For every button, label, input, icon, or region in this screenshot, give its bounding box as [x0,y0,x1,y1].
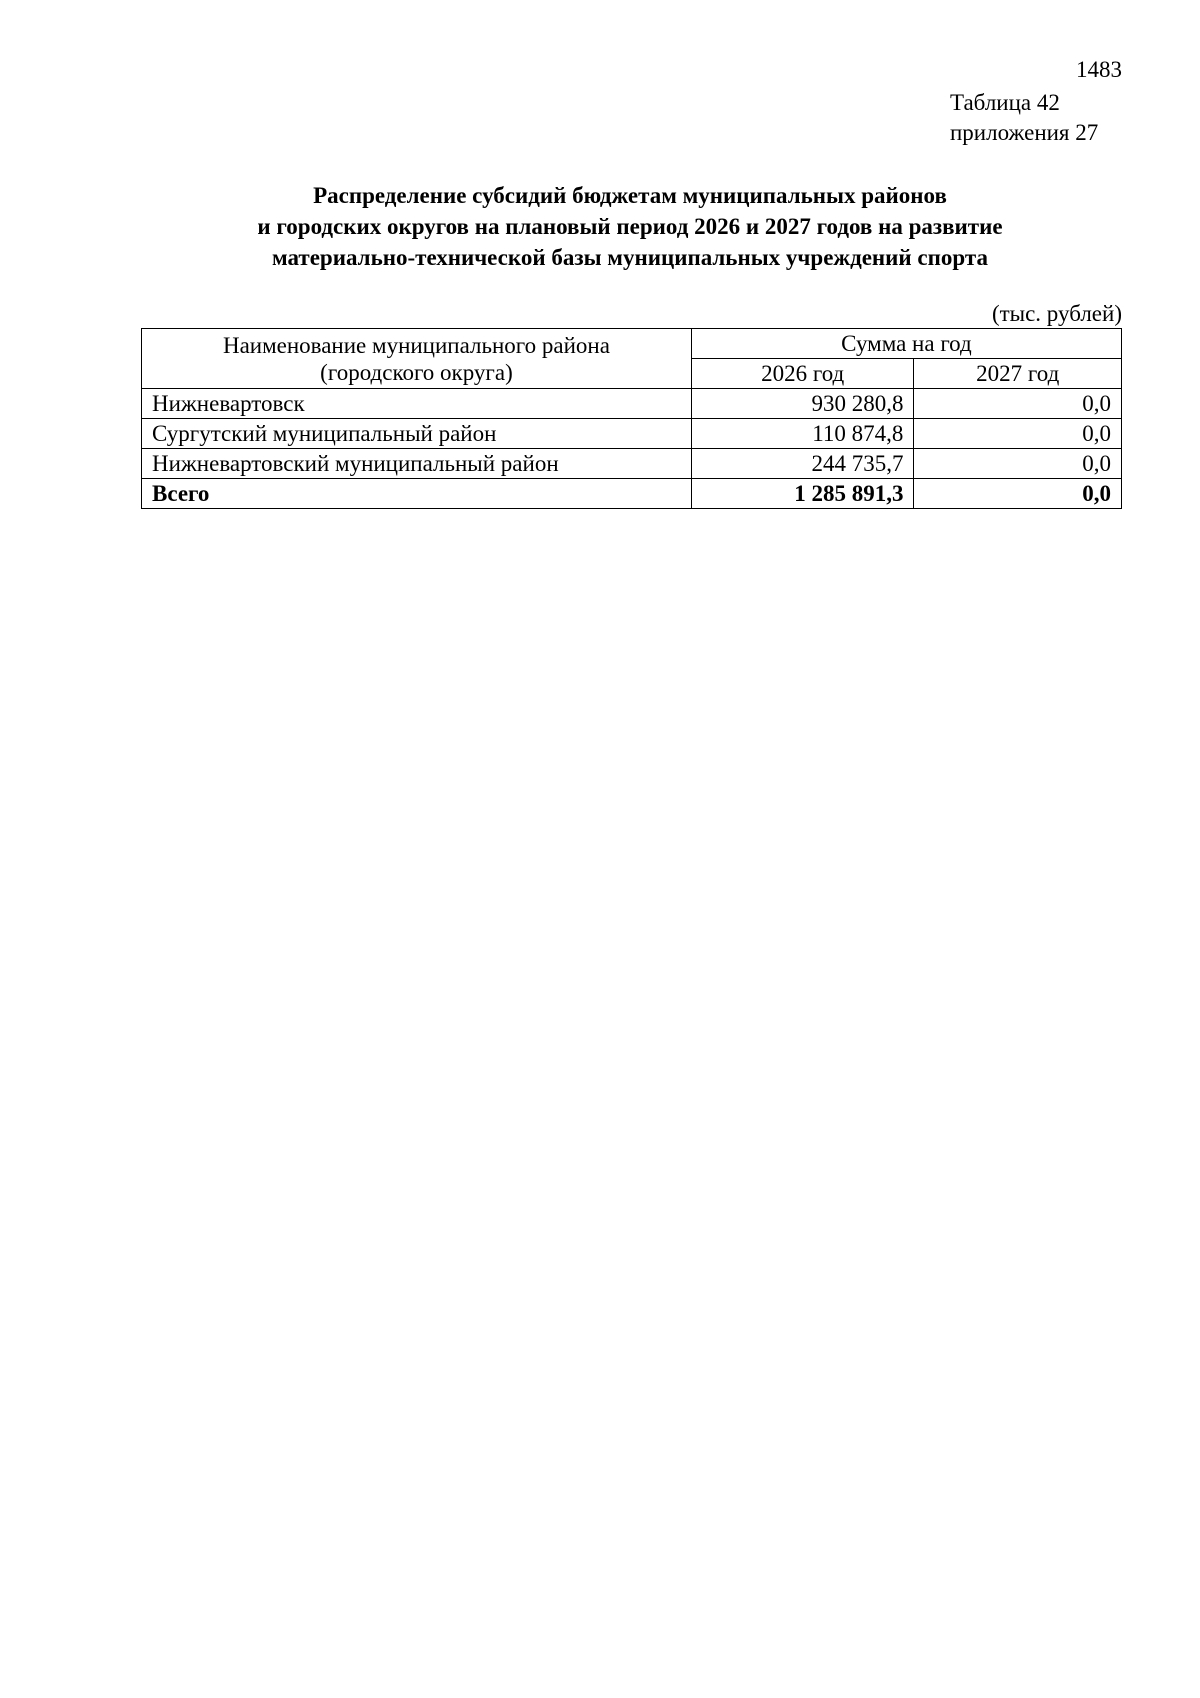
row-value-2027: 0,0 [914,419,1122,449]
appendix-reference: приложения 27 [950,120,1099,145]
table-reference [950,88,1098,148]
row-name: Нижневартовский муниципальный район [142,449,692,479]
table-row [142,419,1122,449]
total-label: Всего [142,479,692,509]
total-value-2027: 0,0 [914,479,1122,509]
total-value-2026: 1 285 891,3 [691,479,914,509]
table-row [142,389,1122,419]
header-year-2026: 2026 год [691,359,914,389]
page-number: 1483 [1076,57,1122,82]
header-year-2027: 2027 год [914,359,1122,389]
header-name-line-1: Наименование муниципального района [222,332,610,358]
title-line-3: материально-технической базы муниципальных учреждений спорта [272,245,988,270]
subsidies-table [141,328,1122,509]
units-label: (тыс. рублей) [991,301,1122,326]
row-name: Сургутский муниципальный район [142,419,692,449]
title-line-1: Распределение субсидий бюджетам муниципальных районов [313,183,947,208]
row-value-2026: 930 280,8 [691,389,914,419]
document-title [140,180,1120,273]
header-name-line-2: (городского округа) [320,359,513,385]
title-line-2: и городских округов на плановый период 2026 и 2027 годов на развитие [257,214,1003,239]
row-value-2027: 0,0 [914,449,1122,479]
row-name: Нижневартовск [142,389,692,419]
total-row [142,479,1122,509]
header-sum-group: Сумма на год [691,329,1121,359]
table-number: Таблица 42 [950,90,1060,115]
table-row [142,449,1122,479]
header-name [142,329,692,389]
row-value-2026: 244 735,7 [691,449,914,479]
row-value-2027: 0,0 [914,389,1122,419]
row-value-2026: 110 874,8 [691,419,914,449]
header-row [142,329,1122,359]
